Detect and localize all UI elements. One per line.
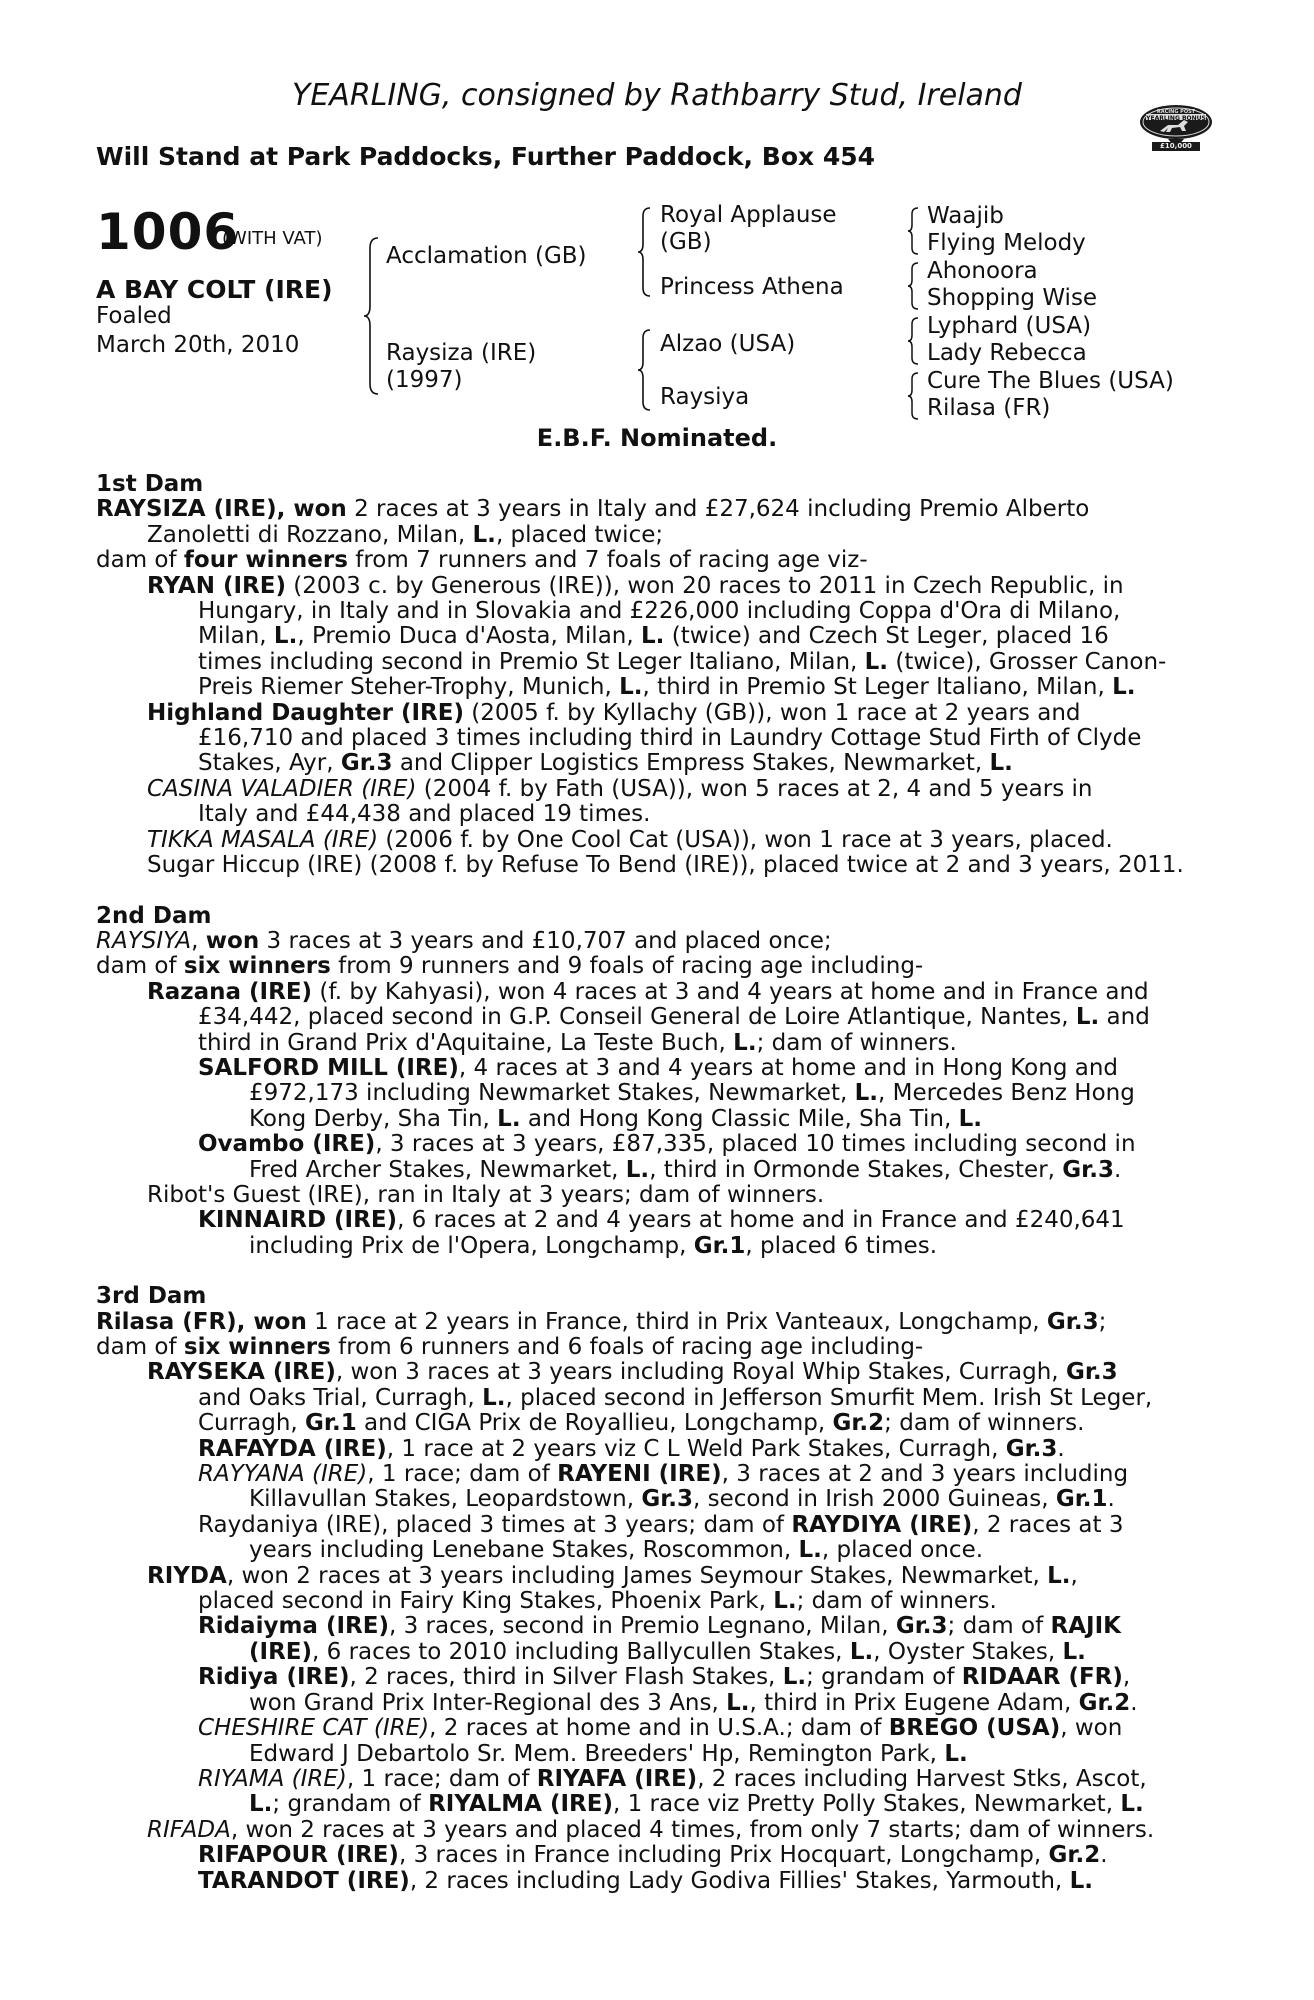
horse-name: CASINA VALADIER (IRE)	[147, 775, 417, 802]
produce-line	[96, 1031, 1204, 1056]
grade: Gr.2	[1078, 1689, 1131, 1716]
text: .	[1057, 1435, 1065, 1462]
grade: L.	[482, 1384, 506, 1411]
text: and CIGA Prix de Royallieu, Longchamp,	[356, 1410, 833, 1437]
first-dam-produce-summary	[96, 548, 1204, 573]
produce-line	[96, 1005, 1204, 1030]
catalogue-body	[96, 472, 1204, 1894]
produce-line	[96, 1589, 1204, 1614]
text: , 1 race; dam of	[367, 1461, 558, 1488]
catalogue-heading: YEARLING, consigned by Rathbarry Stud, Ireland	[292, 78, 1022, 113]
pedigree-brace-g56	[906, 316, 922, 366]
horse-name: CHESHIRE CAT (IRE)	[198, 1715, 430, 1742]
horse-name: RIYAFA (IRE)	[536, 1765, 698, 1792]
produce-line	[96, 1107, 1204, 1132]
text: , won	[1060, 1715, 1123, 1742]
lot-vat-note: (WITH VAT)	[222, 228, 323, 249]
foaled-label: Foaled	[96, 303, 172, 329]
produce-line	[96, 675, 1204, 700]
horse-name: Ridaiyma (IRE)	[198, 1613, 389, 1640]
text: and Hong Kong Classic Mile, Sha Tin,	[520, 1105, 959, 1132]
produce-line	[96, 1208, 1204, 1233]
text: .	[1130, 1689, 1138, 1716]
horse-name: RIYDA	[147, 1562, 227, 1589]
first-dam-line	[96, 497, 1204, 522]
lot-number: 1006	[96, 203, 240, 261]
produce-line	[96, 1411, 1204, 1436]
text: , Mercedes Benz Hong	[878, 1080, 1135, 1107]
produce-line: Ribot's Guest (IRE), ran in Italy at 3 years; dam of winners.	[147, 1181, 825, 1208]
grade: L.	[849, 1638, 874, 1665]
grade: L.	[782, 1664, 807, 1691]
grade: Gr.3	[340, 750, 393, 777]
ebf-nominated: E.B.F. Nominated.	[536, 424, 778, 452]
grade: Gr.1	[1055, 1486, 1108, 1513]
text: .	[1100, 1842, 1108, 1869]
produce-line	[96, 1767, 1204, 1792]
text: from 9 runners and 9 foals of racing age including-	[330, 953, 924, 980]
grade: L.	[1075, 1004, 1100, 1031]
text: dam of	[96, 953, 184, 980]
text: ,	[1122, 1664, 1131, 1691]
grade: Gr.3	[895, 1613, 948, 1640]
grade: Gr.3	[641, 1486, 694, 1513]
text: , 6 races to 2010 including Ballycullen Stakes,	[312, 1638, 850, 1665]
grade: L.	[472, 521, 496, 548]
grade: Gr.3	[1062, 1156, 1114, 1183]
text: Kong Derby, Sha Tin,	[249, 1105, 498, 1132]
horse-name: RIFADA	[147, 1816, 231, 1843]
horse-name: RAYSEKA (IRE)	[147, 1359, 336, 1386]
text: , 2 races, third in Silver Flash Stakes,	[349, 1664, 783, 1691]
text: dam of	[96, 547, 184, 574]
third-dam-heading: 3rd Dam	[96, 1283, 207, 1310]
horse-name: RAYENI (IRE)	[557, 1461, 722, 1488]
text: (2004 f. by Fath (USA)), won 5 races at 2, 4 and 5 years in	[416, 775, 1093, 802]
third-dam-produce-summary	[96, 1335, 1204, 1360]
pedigree-dam	[386, 340, 536, 394]
won-word: won	[253, 1308, 307, 1335]
lot-description: A BAY COLT (IRE)	[96, 275, 333, 304]
winner-count: six winners	[183, 953, 331, 980]
text: Zanoletti di Rozzano, Milan,	[147, 521, 473, 548]
pedigree-g2: Flying Melody	[927, 230, 1086, 256]
text: ; grandam of	[806, 1664, 962, 1691]
produce-line: £16,710 and placed 3 times including third in Laundry Cottage Stud Firth of Clyde	[198, 725, 1142, 752]
sep: ,	[191, 927, 206, 954]
second-dam-heading: 2nd Dam	[96, 902, 212, 929]
text: , won 2 races at 3 years and placed 4 times, from only 7 starts; dam of winners.	[230, 1816, 1155, 1843]
winner-count: four winners	[183, 547, 348, 574]
text: Preis Riemer Steher-Trophy, Munich,	[198, 674, 620, 701]
pedigree-dam-dam: Raysiya	[660, 384, 750, 410]
grade: L.	[1047, 1562, 1071, 1589]
text: dam of	[96, 1334, 184, 1360]
first-dam-name: RAYSIZA (IRE)	[96, 496, 277, 523]
produce-line	[96, 828, 1204, 853]
produce-line	[96, 1691, 1204, 1716]
produce-line	[96, 1081, 1204, 1106]
produce-line	[96, 751, 1204, 776]
pedigree-g4: Shopping Wise	[927, 285, 1098, 311]
grade: L.	[989, 750, 1013, 777]
produce-line	[96, 1234, 1204, 1259]
horse-name: RIDAAR (FR)	[961, 1664, 1123, 1691]
grade: Gr.2	[1048, 1842, 1101, 1869]
produce-line	[96, 650, 1204, 675]
text: , placed 6 times.	[745, 1232, 938, 1259]
pedigree-brace-sire	[636, 206, 654, 298]
text: 1 race at 2 years in France, third in Prix Vanteaux, Longchamp,	[306, 1308, 1047, 1335]
won-word: won	[205, 927, 260, 954]
horse-name: Highland Daughter (IRE)	[147, 699, 464, 726]
produce-line	[96, 574, 1204, 599]
grade: Gr.3	[1065, 1359, 1118, 1386]
horse-name: RAYDIYA (IRE)	[791, 1511, 973, 1538]
badge-top-text: RACING POST	[1156, 109, 1196, 115]
horse-name: TIKKA MASALA (IRE)	[147, 826, 379, 853]
text: £972,173 including Newmarket Stakes, Newmarket,	[249, 1080, 855, 1107]
text: and	[1099, 1004, 1150, 1031]
text: , 2 races at home and in U.S.A.; dam of	[429, 1715, 889, 1742]
pedigree-brace-g78	[906, 371, 922, 421]
text: and Clipper Logistics Empress Stakes, Newmarket,	[392, 750, 990, 777]
text: from 7 runners and 7 foals of racing age viz-	[347, 547, 868, 574]
horse-name: RYAN (IRE)	[147, 572, 286, 599]
produce-line	[96, 777, 1204, 802]
text: Killavullan Stakes, Leopardstown,	[249, 1486, 642, 1513]
grade: Gr.2	[832, 1410, 885, 1437]
text: 2 races at 3 years in Italy and £27,624 including Premio Alberto	[346, 496, 1090, 523]
text: , Premio Duca d'Aosta, Milan,	[297, 623, 641, 650]
produce-line	[96, 1665, 1204, 1690]
grade: L.	[497, 1105, 521, 1132]
text: , third in Premio St Leger Italiano, Milan,	[642, 674, 1113, 701]
text: (2003 c. by Generous (IRE)), won 20 races to 2011 in Czech Republic, in	[285, 572, 1124, 599]
produce-line	[96, 1513, 1204, 1538]
text: (twice), Grosser Canon-	[888, 648, 1167, 675]
pedigree-dam-name: Raysiza (IRE)	[386, 340, 537, 366]
text: , Oyster Stakes,	[873, 1638, 1063, 1665]
pedigree-brace-g34	[906, 261, 922, 311]
text: , 3 races in France including Prix Hocquart, Longchamp,	[398, 1842, 1049, 1869]
produce-line	[96, 1742, 1204, 1767]
second-dam-name: RAYSIYA	[96, 927, 192, 954]
produce-line	[96, 1869, 1204, 1894]
text: third in Grand Prix d'Aquitaine, La Teste Buch,	[198, 1029, 734, 1056]
sep: ,	[236, 1308, 254, 1335]
grade: Gr.1	[305, 1410, 357, 1437]
text: ; dam of	[947, 1613, 1051, 1640]
grade: Gr.3	[1046, 1308, 1099, 1335]
text: ; dam of winners.	[756, 1029, 957, 1056]
grade: L.	[625, 1156, 650, 1183]
horse-name: Razana (IRE)	[147, 978, 313, 1005]
text: , 1 race viz Pretty Polly Stakes, Newmarket,	[612, 1791, 1121, 1818]
horse-name: BREGO (USA)	[888, 1715, 1061, 1742]
produce-line	[96, 1640, 1204, 1665]
pedigree-g5: Lyphard (USA)	[927, 313, 1092, 339]
text: ; grandam of	[272, 1791, 429, 1818]
foaled-date: March 20th, 2010	[96, 332, 300, 358]
produce-line	[96, 1614, 1204, 1639]
pedigree-g1: Waajib	[927, 203, 1004, 229]
produce-line	[96, 1056, 1204, 1081]
third-dam-line	[96, 1310, 1204, 1335]
grade: L.	[944, 1740, 968, 1767]
text: (2006 f. by One Cool Cat (USA)), won 1 race at 3 years, placed.	[378, 826, 1113, 853]
grade: L.	[273, 623, 298, 650]
produce-line	[96, 701, 1204, 726]
text: , placed once.	[821, 1537, 984, 1564]
grade: L.	[798, 1537, 822, 1564]
grade: L.	[726, 1689, 750, 1716]
text: Curragh,	[198, 1410, 306, 1437]
text: , won 3 races at 3 years including Royal Whip Stakes, Curragh,	[335, 1359, 1066, 1386]
horse-name: Ridiya (IRE)	[198, 1664, 350, 1691]
horse-name: (IRE)	[249, 1638, 313, 1665]
produce-line	[96, 1792, 1204, 1817]
grade: L.	[864, 648, 889, 675]
text: , 4 races at 3 and 4 years at home and in Hong Kong and	[458, 1054, 1119, 1081]
winner-count: six winners	[183, 1334, 331, 1360]
pedigree-brace-main	[362, 236, 382, 396]
second-dam-line	[96, 929, 1204, 954]
text: and Oaks Trial, Curragh,	[198, 1384, 483, 1411]
grade: L.	[733, 1029, 757, 1056]
pedigree-brace-dam	[636, 328, 654, 412]
text: ; dam of winners.	[884, 1410, 1085, 1437]
stand-location: Will Stand at Park Paddocks, Further Paddock, Box 454	[96, 142, 876, 171]
sep: ,	[276, 496, 294, 523]
pedigree-g7: Cure The Blues (USA)	[927, 368, 1174, 394]
text: from 6 runners and 6 foals of racing age including-	[330, 1334, 924, 1360]
horse-name: RIYALMA (IRE)	[428, 1791, 613, 1818]
produce-line	[96, 1437, 1204, 1462]
pedigree-sire-sire-country: (GB)	[660, 229, 712, 255]
text: , placed twice;	[495, 521, 664, 548]
grade: L.	[1069, 1867, 1093, 1894]
produce-line	[96, 980, 1204, 1005]
grade: L.	[619, 674, 643, 701]
text: , 2 races at 3	[972, 1511, 1124, 1538]
text: times including second in Premio St Leger Italiano, Milan,	[198, 648, 865, 675]
badge-mid-text: YEARLING BONUS	[1146, 115, 1206, 122]
text: £34,442, placed second in G.P. Conseil General de Loire Atlantique, Nantes,	[198, 1004, 1076, 1031]
won-word: won	[293, 496, 347, 523]
pedigree-dam-year: (1997)	[386, 367, 463, 393]
grade: L.	[1062, 1638, 1086, 1665]
produce-line	[96, 1538, 1204, 1563]
third-dam-name: Rilasa (FR)	[96, 1308, 237, 1335]
first-dam-heading: 1st Dam	[96, 471, 204, 497]
text: 3 races at 3 years and £10,707 and placed once;	[259, 927, 832, 954]
produce-line	[96, 1487, 1204, 1512]
text: , 6 races at 2 and 4 years at home and in France and £240,641	[397, 1207, 1125, 1234]
text: Milan,	[198, 623, 274, 650]
produce-line	[96, 1158, 1204, 1183]
text: , 2 races including Lady Godiva Fillies' Stakes, Yarmouth,	[409, 1867, 1070, 1894]
foaled-info	[96, 302, 299, 360]
pedigree-g3: Ahonoora	[927, 258, 1038, 284]
produce-line	[96, 1132, 1204, 1157]
grade: L.	[1112, 674, 1136, 701]
horse-name: RAYYANA (IRE)	[198, 1461, 368, 1488]
produce-line: Hungary, in Italy and in Slovakia and £226,000 including Coppa d'Ora di Milano,	[198, 598, 1121, 625]
horse-name: RAFAYDA (IRE)	[198, 1435, 387, 1462]
pedigree-sire-sire-name: Royal Applause	[660, 202, 837, 228]
produce-line	[96, 1564, 1204, 1589]
text: , 1 race; dam of	[346, 1765, 537, 1792]
horse-name: RIFAPOUR (IRE)	[198, 1842, 399, 1869]
text: (f. by Kahyasi), won 4 races at 3 and 4 years at home and in France and	[312, 978, 1149, 1005]
text: won Grand Prix Inter-Regional des 3 Ans,	[249, 1689, 727, 1716]
produce-line: Italy and £44,438 and placed 19 times.	[198, 801, 651, 828]
text: , 1 race at 2 years viz C L Weld Park Stakes, Curragh,	[386, 1435, 1006, 1462]
grade: L.	[854, 1080, 878, 1107]
text: placed second in Fairy King Stakes, Phoenix Park,	[198, 1588, 774, 1615]
pedigree-dam-sire: Alzao (USA)	[660, 331, 796, 357]
text: , second in Irish 2000 Guineas,	[693, 1486, 1056, 1513]
grade: L.	[1120, 1791, 1144, 1818]
produce-line: Sugar Hiccup (IRE) (2008 f. by Refuse To Bend (IRE)), placed twice at 2 and 3 years, 2011.	[147, 852, 1184, 879]
pedigree-brace-g12	[906, 206, 922, 256]
produce-line	[96, 1818, 1204, 1843]
grade: L.	[958, 1105, 982, 1132]
text: , 2 races including Harvest Stks, Ascot,	[697, 1765, 1147, 1792]
horse-name: RAJIK	[1050, 1613, 1121, 1640]
produce-line	[96, 1360, 1204, 1385]
text: , 3 races, second in Premio Legnano, Milan,	[388, 1613, 896, 1640]
pedigree-g6: Lady Rebecca	[927, 340, 1087, 366]
text: , placed second in Jefferson Smurfit Mem. Irish St Leger,	[505, 1384, 1153, 1411]
text: ; dam of winners.	[796, 1588, 997, 1615]
pedigree-sire-dam: Princess Athena	[660, 274, 844, 300]
text: , third in Prix Eugene Adam,	[749, 1689, 1079, 1716]
horse-name: Ovambo (IRE)	[198, 1131, 376, 1158]
pedigree-sire-sire	[660, 202, 837, 256]
produce-line	[96, 1386, 1204, 1411]
text: years including Lenebane Stakes, Roscommon,	[249, 1537, 799, 1564]
text: including Prix de l'Opera, Longchamp,	[249, 1232, 694, 1259]
grade: L.	[249, 1791, 273, 1818]
grade: Gr.3	[1005, 1435, 1058, 1462]
first-dam-line	[96, 523, 1204, 548]
second-dam-produce-summary	[96, 954, 1204, 979]
text: Edward J Debartolo Sr. Mem. Breeders' Hp, Remington Park,	[249, 1740, 945, 1767]
pedigree-sire: Acclamation (GB)	[386, 243, 587, 269]
grade: Gr.1	[693, 1232, 746, 1259]
produce-line	[96, 1462, 1204, 1487]
text: , won 2 races at 3 years including James Seymour Stakes, Newmarket,	[226, 1562, 1048, 1589]
pedigree-g8: Rilasa (FR)	[927, 395, 1051, 421]
horse-name: RIYAMA (IRE)	[198, 1765, 347, 1792]
text: (twice) and Czech St Leger, placed 16	[664, 623, 1109, 650]
horse-name: SALFORD MILL (IRE)	[198, 1054, 459, 1081]
text: Raydaniya (IRE), placed 3 times at 3 years; dam of	[198, 1511, 792, 1538]
produce-line	[96, 624, 1204, 649]
text: , third in Ormonde Stakes, Chester,	[649, 1156, 1063, 1183]
text: , 3 races at 2 and 3 years including	[721, 1461, 1129, 1488]
text: ;	[1098, 1308, 1107, 1335]
horse-name: TARANDOT (IRE)	[198, 1867, 410, 1894]
text: .	[1107, 1486, 1115, 1513]
text: Fred Archer Stakes, Newmarket,	[249, 1156, 626, 1183]
text: Stakes, Ayr,	[198, 750, 341, 777]
badge-bottom-text: £10,000	[1160, 142, 1192, 150]
text: , 3 races at 3 years, £87,335, placed 10 times including second in	[375, 1131, 1136, 1158]
produce-line	[96, 1716, 1204, 1741]
grade: L.	[773, 1588, 797, 1615]
text: (2005 f. by Kyllachy (GB)), won 1 race at 2 years and	[464, 699, 1081, 726]
text: ,	[1070, 1562, 1078, 1589]
horse-name: KINNAIRD (IRE)	[198, 1207, 398, 1234]
text: .	[1113, 1156, 1122, 1183]
produce-line	[96, 1843, 1204, 1868]
grade: L.	[641, 623, 665, 650]
